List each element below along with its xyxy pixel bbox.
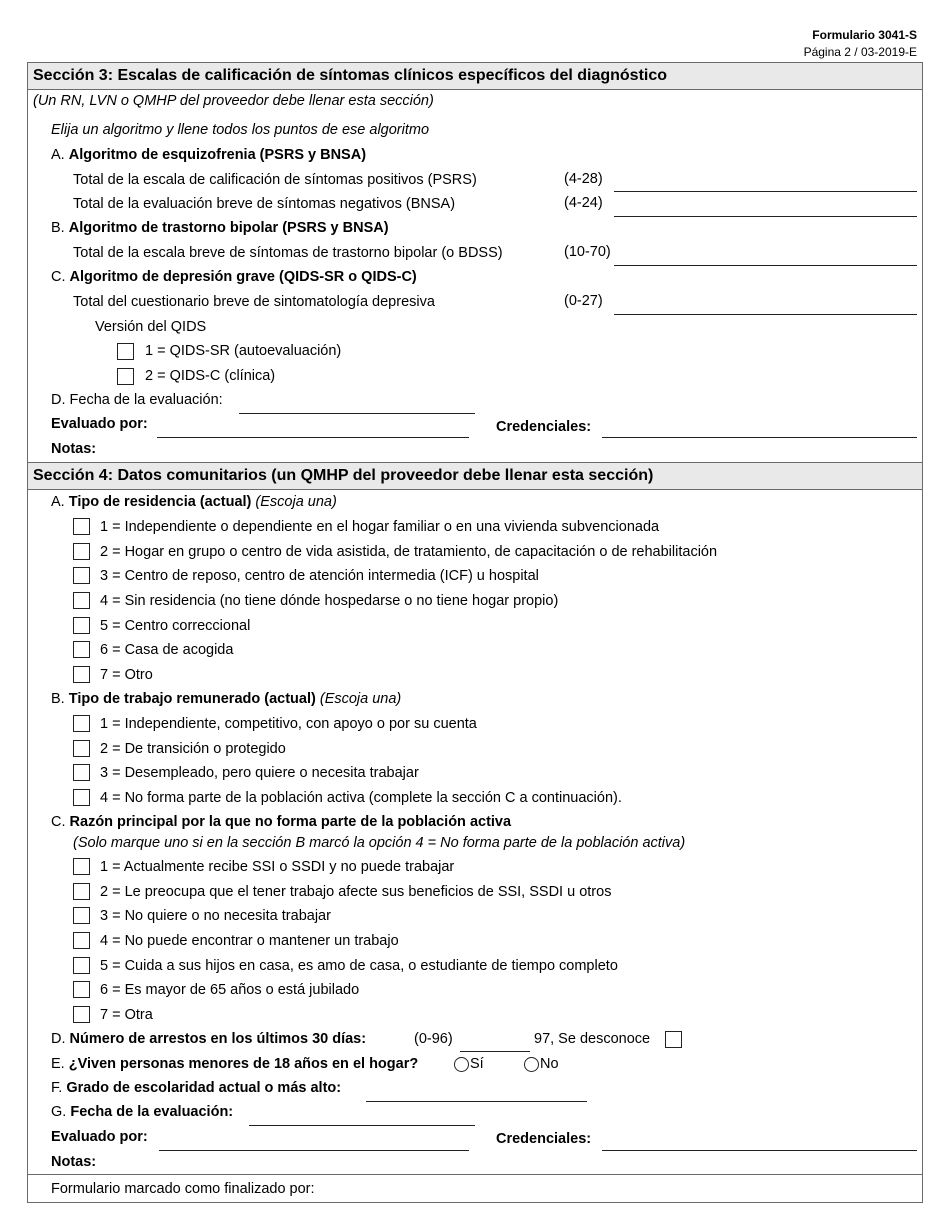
residence-checkbox-3[interactable] — [73, 567, 90, 584]
residence-checkbox-1[interactable] — [73, 518, 90, 535]
arrests-field[interactable] — [460, 1051, 530, 1052]
section3-instruction: Elija un algoritmo y llene todos los puntos de ese algoritmo — [51, 122, 430, 138]
bnsa-field[interactable] — [614, 216, 917, 217]
reason-checkbox-7[interactable] — [73, 1006, 90, 1023]
section3-title: Sección 3: Escalas de calificación de síntomas clínicos específicos del diagnóstico — [28, 62, 922, 90]
reason-option-2: 2 = Le preocupa que el tener trabajo afecte sus beneficios de SSI, SSDI u otros — [100, 884, 612, 900]
s3-credentials-field[interactable] — [602, 437, 917, 438]
finalized-label: Formulario marcado como finalizado por: — [51, 1181, 315, 1197]
bnsa-label: Total de la evaluación breve de síntomas negativos (BNSA) — [73, 196, 456, 212]
reason-option-7: 7 = Otra — [100, 1007, 153, 1023]
algo-c-prefix: C. — [51, 269, 66, 285]
s4-credentials-label: Credenciales: — [496, 1131, 592, 1147]
arrests-unknown-checkbox[interactable] — [665, 1031, 682, 1048]
arrests-heading — [51, 1030, 366, 1048]
minors-no-radio[interactable] — [524, 1057, 539, 1072]
qids-sr-label: 1 = QIDS-SR (autoevaluación) — [145, 343, 342, 359]
s4-notes-label: Notas: — [51, 1154, 97, 1170]
residence-checkbox-6[interactable] — [73, 641, 90, 658]
work-checkbox-4[interactable] — [73, 789, 90, 806]
reason-heading — [51, 813, 511, 831]
s3-credentials-label: Credenciales: — [496, 419, 592, 435]
qids-c-label: 2 = QIDS-C (clínica) — [145, 368, 276, 384]
residence-option-5: 5 = Centro correccional — [100, 618, 251, 634]
minors-yes-label: Sí — [470, 1056, 484, 1072]
reason-checkbox-1[interactable] — [73, 858, 90, 875]
work-option-1: 1 = Independiente, competitivo, con apoyo o por su cuenta — [100, 716, 477, 732]
residence-option-4: 4 = Sin residencia (no tiene dónde hospedarse o no tiene hogar propio) — [100, 593, 559, 609]
algo-a-prefix: A. — [51, 147, 65, 163]
education-prefix: F. — [51, 1080, 63, 1096]
s3-evaluated-by-label: Evaluado por: — [51, 416, 148, 432]
work-option-4: 4 = No forma parte de la población activa (complete la sección C a continuación). — [100, 790, 622, 806]
residence-option-7: 7 = Otro — [100, 667, 153, 683]
s4-evaluated-by-label: Evaluado por: — [51, 1129, 148, 1145]
s3-notes-label: Notas: — [51, 441, 97, 457]
algo-b-prefix: B. — [51, 220, 65, 236]
reason-option-6: 6 = Es mayor de 65 años o está jubilado — [100, 982, 360, 998]
residence-option-1: 1 = Independiente o dependiente en el hogar familiar o en una vivienda subvencionada — [100, 519, 660, 535]
qids-version-label: Versión del QIDS — [95, 319, 207, 335]
work-option-2: 2 = De transición o protegido — [100, 741, 286, 757]
psrs-field[interactable] — [614, 191, 917, 192]
algo-c-title: Algoritmo de depresión grave (QIDS-SR o QIDS-C) — [69, 269, 417, 285]
bdss-field[interactable] — [614, 265, 917, 266]
bdss-range: (10-70) — [564, 244, 611, 260]
work-prefix: B. — [51, 691, 65, 707]
psrs-range: (4-28) — [564, 171, 603, 187]
residence-option-2: 2 = Hogar en grupo o centro de vida asistida, de tratamiento, de capacitación o de rehabilitación — [100, 544, 718, 560]
bnsa-range: (4-24) — [564, 195, 603, 211]
s4-date-prefix: G. — [51, 1104, 67, 1120]
arrests-title: Número de arrestos en los últimos 30 días: — [69, 1031, 367, 1047]
education-field[interactable] — [366, 1101, 587, 1102]
qids-c-checkbox[interactable] — [117, 368, 134, 385]
reason-checkbox-2[interactable] — [73, 883, 90, 900]
reason-hint: (Solo marque uno si en la sección B marcó la opción 4 = No forma parte de la población activa) — [73, 835, 686, 851]
reason-title: Razón principal por la que no forma parte de la población activa — [69, 814, 512, 830]
residence-hint: (Escoja una) — [255, 494, 337, 510]
work-checkbox-1[interactable] — [73, 715, 90, 732]
reason-checkbox-3[interactable] — [73, 907, 90, 924]
s4-date-heading — [51, 1103, 233, 1121]
residence-option-6: 6 = Casa de acogida — [100, 642, 234, 658]
s3-date-label: D. Fecha de la evaluación: — [51, 392, 223, 408]
work-option-3: 3 = Desempleado, pero quiere o necesita trabajar — [100, 765, 419, 781]
work-checkbox-2[interactable] — [73, 740, 90, 757]
residence-checkbox-2[interactable] — [73, 543, 90, 560]
page-info: Página 2 / 03-2019-E — [803, 45, 917, 59]
reason-checkbox-4[interactable] — [73, 932, 90, 949]
finalized-divider — [28, 1174, 922, 1175]
reason-option-5: 5 = Cuida a sus hijos en casa, es amo de casa, o estudiante de tiempo completo — [100, 958, 618, 974]
s4-evaluated-by-field[interactable] — [159, 1150, 469, 1151]
reason-option-1: 1 = Actualmente recibe SSI o SSDI y no puede trabajar — [100, 859, 455, 875]
section3-subtitle: (Un RN, LVN o QMHP del proveedor debe llenar esta sección) — [33, 93, 434, 109]
s4-credentials-field[interactable] — [602, 1150, 917, 1151]
education-heading — [51, 1079, 341, 1097]
psrs-label: Total de la escala de calificación de síntomas positivos (PSRS) — [73, 172, 477, 188]
arrests-range: (0-96) — [414, 1031, 453, 1047]
reason-checkbox-5[interactable] — [73, 957, 90, 974]
residence-heading — [51, 493, 337, 511]
algo-b-title: Algoritmo de trastorno bipolar (PSRS y BNSA) — [68, 220, 389, 236]
algo-c-heading — [51, 268, 417, 286]
qids-sr-checkbox[interactable] — [117, 343, 134, 360]
qids-range: (0-27) — [564, 293, 603, 309]
s3-date-field[interactable] — [239, 413, 475, 414]
residence-checkbox-7[interactable] — [73, 666, 90, 683]
algo-a-heading — [51, 146, 366, 164]
minors-no-label: No — [540, 1056, 559, 1072]
bdss-label: Total de la escala breve de síntomas de trastorno bipolar (o BDSS) — [73, 245, 503, 261]
qids-field[interactable] — [614, 314, 917, 315]
s4-date-field[interactable] — [249, 1125, 475, 1126]
residence-prefix: A. — [51, 494, 65, 510]
minors-title: ¿Viven personas menores de 18 años en el hogar? — [68, 1056, 419, 1072]
arrests-prefix: D. — [51, 1031, 66, 1047]
arrests-unknown-label: 97, Se desconoce — [534, 1031, 651, 1047]
qids-label: Total del cuestionario breve de sintomatología depresiva — [73, 294, 435, 310]
reason-prefix: C. — [51, 814, 66, 830]
residence-checkbox-5[interactable] — [73, 617, 90, 634]
s4-date-title: Fecha de la evaluación: — [70, 1104, 234, 1120]
algo-a-title: Algoritmo de esquizofrenia (PSRS y BNSA) — [68, 147, 367, 163]
form-number: Formulario 3041-S — [812, 28, 917, 42]
residence-checkbox-4[interactable] — [73, 592, 90, 609]
reason-checkbox-6[interactable] — [73, 981, 90, 998]
work-hint: (Escoja una) — [319, 691, 402, 707]
minors-prefix: E. — [51, 1056, 65, 1072]
work-title: Tipo de trabajo remunerado (actual) — [68, 691, 316, 707]
reason-option-3: 3 = No quiere o no necesita trabajar — [100, 908, 331, 924]
work-checkbox-3[interactable] — [73, 764, 90, 781]
section4-title: Sección 4: Datos comunitarios (un QMHP del proveedor debe llenar esta sección) — [28, 462, 922, 490]
s3-evaluated-by-field[interactable] — [157, 437, 469, 438]
education-title: Grado de escolaridad actual o más alto: — [66, 1080, 342, 1096]
reason-option-4: 4 = No puede encontrar o mantener un trabajo — [100, 933, 399, 949]
work-heading — [51, 690, 401, 708]
residence-option-3: 3 = Centro de reposo, centro de atención intermedia (ICF) u hospital — [100, 568, 539, 584]
algo-b-heading — [51, 219, 389, 237]
residence-title: Tipo de residencia (actual) — [68, 494, 252, 510]
minors-heading — [51, 1055, 418, 1073]
minors-yes-radio[interactable] — [454, 1057, 469, 1072]
